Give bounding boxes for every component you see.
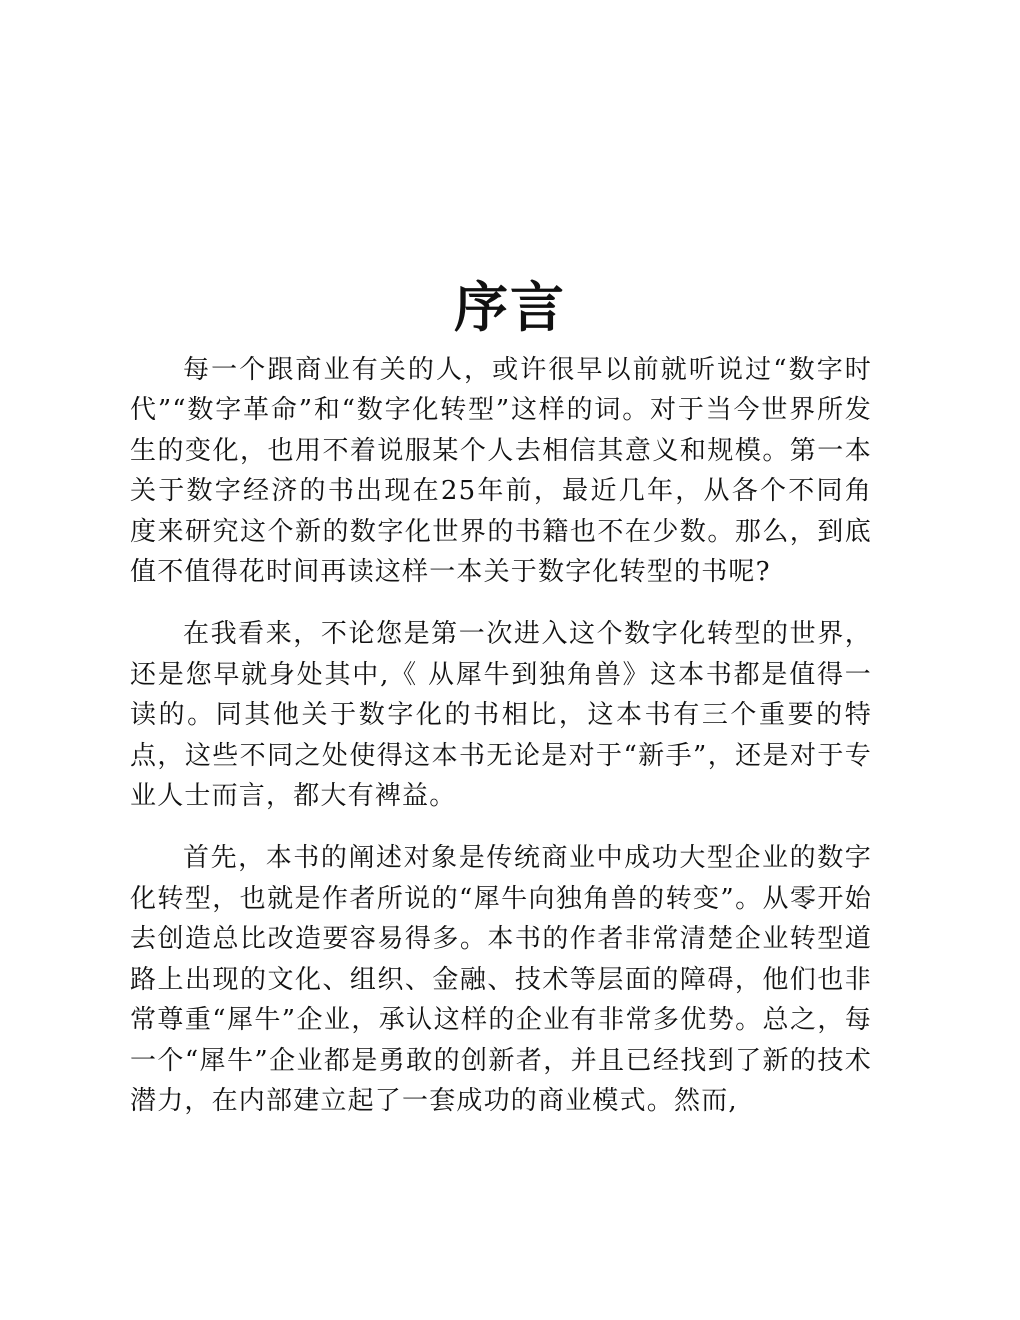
paragraph-1: 每一个跟商业有关的人，或许很早以前就听说过“数字时代”“数字革命”和“数字化转型”这样的词。对于当今世界所发生的变化，也用不着说服某个人去相信其意义和规模。第一本关于数字经济的书出现在25年前，最近几年，从各个不同角度来研究这个新的数字化世界的书籍也不在少数。那么，到底值不值得花时间再读这样一本关于数字化转型的书呢? bbox=[130, 355, 872, 588]
body-text bbox=[130, 350, 872, 1143]
paragraph-2: 在我看来，不论您是第一次进入这个数字化转型的世界，还是您早就身处其中,《 从犀牛到独角兽》这本书都是值得一读的。同其他关于数字化的书相比，这本书有三个重要的特点，这些不同之处使得这本书无论是对于“新手”，还是对于专业人士而言，都大有裨益。 bbox=[130, 619, 872, 812]
page-title: 序言 bbox=[454, 276, 566, 340]
paragraph-3: 首先，本书的阐述对象是传统商业中成功大型企业的数字化转型，也就是作者所说的“犀牛向独角兽的转变”。从零开始去创造总比改造要容易得多。本书的作者非常清楚企业转型道路上出现的文化、组织、金融、技术等层面的障碍，他们也非常尊重“犀牛”企业，承认这样的企业有非常多优势。总之，每一个“犀牛”企业都是勇敢的创新者，并且已经找到了新的技术潜力，在内部建立起了一套成功的商业模式。然而, bbox=[130, 843, 872, 1116]
